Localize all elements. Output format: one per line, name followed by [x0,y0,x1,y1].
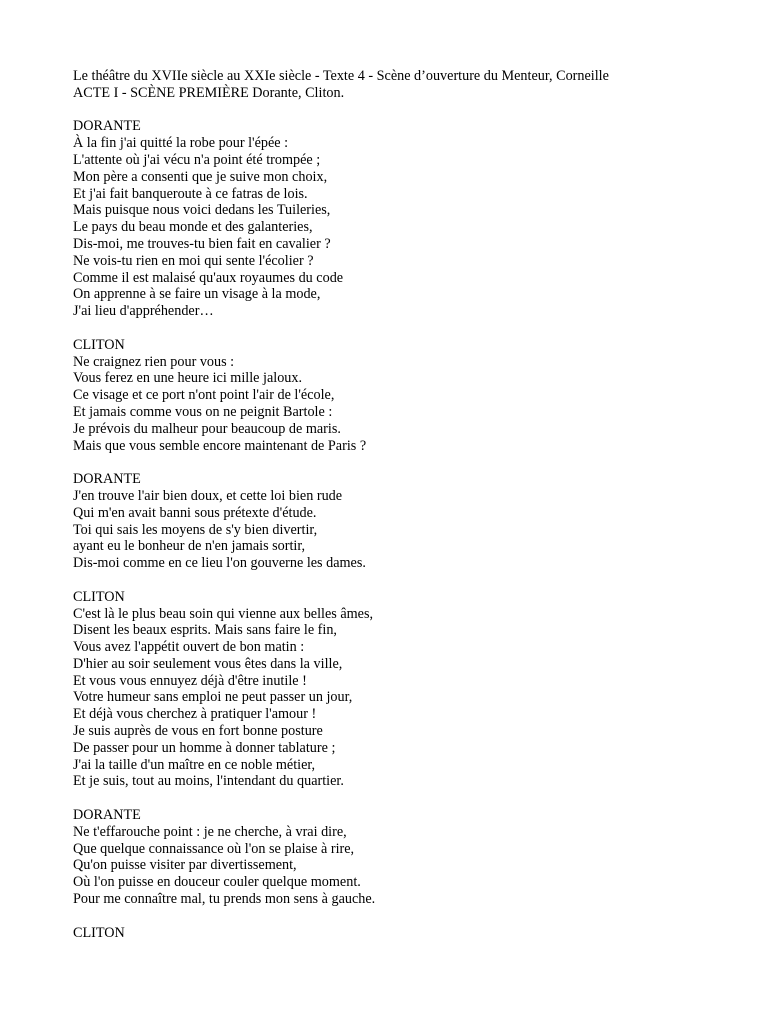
blank-line [73,102,748,119]
verse-line: Je prévois du malheur pour beaucoup de maris. [73,420,341,437]
verse-line: Mais puisque nous voici dedans les Tuileries, [73,202,331,219]
verse-line: D'hier au soir seulement vous êtes dans la ville, [73,655,343,672]
verse-line: On apprenne à se faire un visage à la mode, [73,286,321,303]
verse-line: Mais que vous semble encore maintenant de Paris ? [73,437,367,454]
verse-line: Et j'ai fait banqueroute à ce fatras de lois. [73,185,308,202]
verse-line: Mon père a consenti que je suive mon choix, [73,168,328,185]
verse-line: De passer pour un homme à donner tablature ; [73,739,336,756]
scene-heading: ACTE I - SCÈNE PREMIÈRE Dorante, Cliton. [73,84,345,101]
speaker-name: CLITON [73,588,125,605]
verse-line: Je suis auprès de vous en fort bonne posture [73,723,323,740]
verse-line: Et déjà vous cherchez à pratiquer l'amour ! [73,706,317,723]
verse-line: Ne vois-tu rien en moi qui sente l'écolier ? [73,252,314,269]
speaker-name: CLITON [73,336,125,353]
speech-block [73,118,748,320]
blank-line [73,320,748,337]
verse-line: ayant eu le bonheur de n'en jamais sortir, [73,538,306,555]
verse-line: Toi qui sais les moyens de s'y bien divertir, [73,521,318,538]
dialogue [73,102,748,942]
verse-line: J'ai la taille d'un maître en ce noble métier, [73,756,316,773]
verse-line: Que quelque connaissance où l'on se plaise à rire, [73,840,355,857]
verse-line: Et vous vous ennuyez déjà d'être inutile ! [73,672,307,689]
verse-line: Vous ferez en une heure ici mille jaloux. [73,370,303,387]
verse-line: Et jamais comme vous on ne peignit Bartole : [73,403,333,420]
verse-line: Qui m'en avait banni sous prétexte d'étude. [73,504,317,521]
verse-line: Ne craignez rien pour vous : [73,353,235,370]
verse-line: C'est là le plus beau soin qui vienne aux belles âmes, [73,605,374,622]
verse-line: Qu'on puisse visiter par divertissement, [73,857,297,874]
verse-line: Votre humeur sans emploi ne peut passer un jour, [73,689,353,706]
speaker-name: DORANTE [73,807,141,824]
verse-line: Dis-moi comme en ce lieu l'on gouverne les dames. [73,555,366,572]
speech-block [73,589,748,791]
verse-line: J'en trouve l'air bien doux, et cette loi bien rude [73,487,343,504]
verse-line: J'ai lieu d'appréhender… [73,303,214,320]
verse-line: Disent les beaux esprits. Mais sans faire le fin, [73,622,337,639]
document-page [73,68,748,941]
speech-block [73,925,748,942]
speech-block [73,807,748,908]
document-title: Le théâtre du XVIIe siècle au XXIe siècle - Texte 4 - Scène d’ouverture du Menteur, Corneille [73,68,609,84]
blank-line [73,572,748,589]
verse-line: Et je suis, tout au moins, l'intendant du quartier. [73,773,344,790]
speech-block [73,337,748,455]
speech-block [73,471,748,572]
verse-line: Comme il est malaisé qu'aux royaumes du code [73,269,344,286]
speaker-name: CLITON [73,924,125,941]
speaker-name: DORANTE [73,118,141,135]
verse-line: Pour me connaître mal, tu prends mon sens à gauche. [73,891,376,908]
blank-line [73,454,748,471]
verse-line: Où l'on puisse en douceur couler quelque moment. [73,874,361,891]
verse-line: Vous avez l'appétit ouvert de bon matin : [73,639,305,656]
verse-line: Ne t'effarouche point : je ne cherche, à vrai dire, [73,823,347,840]
blank-line [73,790,748,807]
verse-line: Ce visage et ce port n'ont point l'air de l'école, [73,387,335,404]
verse-line: À la fin j'ai quitté la robe pour l'épée : [73,135,289,152]
verse-line: Dis-moi, me trouves-tu bien fait en cavalier ? [73,235,331,252]
verse-line: Le pays du beau monde et des galanteries, [73,219,313,236]
blank-line [73,908,748,925]
speaker-name: DORANTE [73,471,141,488]
verse-line: L'attente où j'ai vécu n'a point été trompée ; [73,151,321,168]
